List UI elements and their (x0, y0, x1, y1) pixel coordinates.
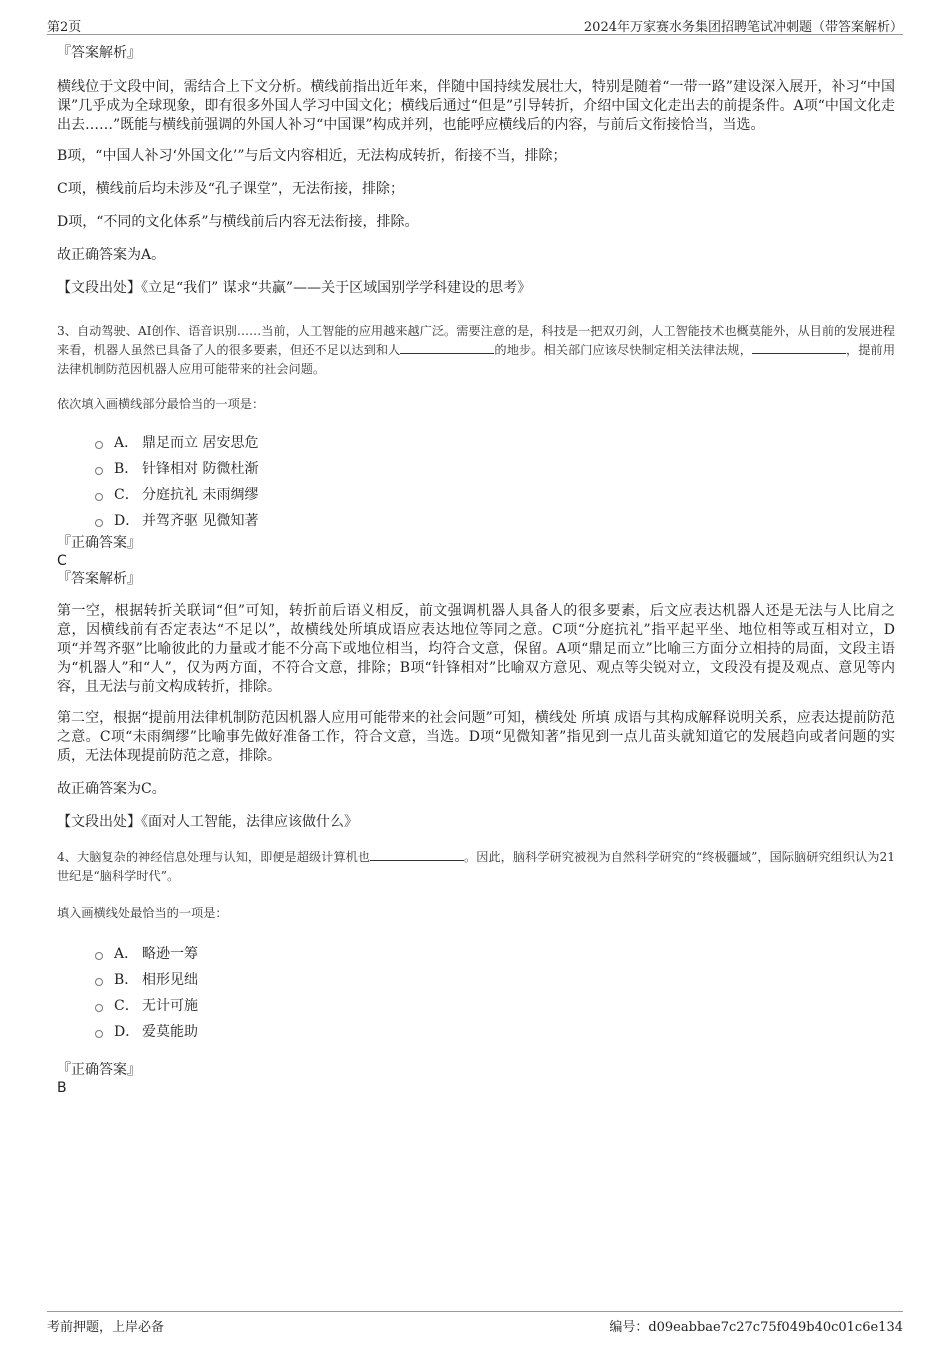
q3-option-c[interactable]: C． 分庭抗礼 未雨绸缪 (95, 482, 895, 508)
q3-correct-answer: C (57, 553, 67, 569)
q3-option-d[interactable]: D． 并驾齐驱 见微知著 (95, 508, 895, 534)
q3-option-b[interactable]: B． 针锋相对 防微杜渐 (95, 456, 895, 482)
q3-options (57, 430, 895, 534)
footer-slogan: 考前押题，上岸必备 (47, 1320, 165, 1335)
q4-correct-answer: B (57, 1080, 67, 1096)
correct-answer-label: 『正确答案』 (57, 535, 141, 551)
q2-analysis-paragraph-2: B项，“中国人补习‘外国文化’”与后文内容相近，无法构成转折，衔接不当，排除； (57, 148, 567, 164)
radio-icon[interactable] (95, 441, 103, 449)
q2-source: 【文段出处】《立足“我们” 谋求“共赢”——关于区域国别学学科建设的思考》 (57, 280, 532, 296)
blank-1 (400, 341, 494, 354)
radio-icon[interactable] (95, 493, 103, 501)
radio-icon[interactable] (95, 1030, 103, 1038)
q4-option-a[interactable]: A． 略逊一筹 (95, 941, 895, 967)
q2-analysis-paragraph-1: 横线位于文段中间，需结合上下文分析。横线前指出近年来，伴随中国持续发展壮大，特别是随着“一带一路”建设深入展开，补习“中国课”几乎成为全球现象，即有很多外国人学习中国文化；横线后通过“但是”引导转折，介绍中国文化走出去的前提条件。A项“中国文化走出去……”既能与横线前强调的外国人补习“中国课”构成并列，也能呼应横线后的内容，与前后文衔接恰当，当选。 (57, 79, 895, 133)
q3-analysis-paragraph-2: 第二空，根据“提前用法律机制防范因机器人应用可能带来的社会问题”可知，横线处 所填 成语与其构成解释说明关系，应表达提前防范之意。C项“未雨绸缪”比喻事先做好准备工作，符合文意，当选。D项“见微知著”指见到一点儿苗头就知道它的发展趋向或者问题的实质，无法体现提前防范之意，排除。 (57, 710, 895, 764)
blank-2 (752, 341, 846, 354)
q2-answer-statement: 故正确答案为A。 (57, 247, 166, 263)
blank-1 (370, 848, 464, 861)
page-number: 第2页 (47, 20, 82, 35)
q4-stem: 4、大脑复杂的神经信息处理与认知，即便是超级计算机也 。因此，脑科学研究被视为自然科学研究的“终极疆域”，国际脑研究组织认为21世纪是“脑科学时代”。 (57, 850, 895, 883)
q4-option-b[interactable]: B． 相形见绌 (95, 967, 895, 993)
page-content (57, 44, 895, 1097)
q3-prompt: 依次填入画横线部分最恰当的一项是： (57, 397, 265, 411)
radio-icon[interactable] (95, 519, 103, 527)
radio-icon[interactable] (95, 978, 103, 986)
q3-source: 【文段出处】《面对人工智能，法律应该做什么》 (57, 814, 358, 830)
analysis-label: 『答案解析』 (57, 571, 141, 587)
document-code: 编号：d09eabbae7c27c75f049b40c01c6e134 (609, 1320, 903, 1335)
radio-icon[interactable] (95, 952, 103, 960)
q3-stem: 3、自动驾驶、AI创作、语音识别……当前，人工智能的应用越来越广泛。需要注意的是，科技是一把双刃剑，人工智能技术也概莫能外，从目前的发展进程来看，机器人虽然已具备了人的很多要素，但还不足以达到和人 的地步。相关部门应该尽快制定相关法律法规， ，提前用法律机制防范因机器人应用可能带来的社会问题。 (57, 324, 896, 376)
q3-option-a[interactable]: A． 鼎足而立 居安思危 (95, 430, 895, 456)
q4-option-d[interactable]: D． 爱莫能助 (95, 1019, 895, 1045)
correct-answer-label: 『正确答案』 (57, 1062, 141, 1078)
radio-icon[interactable] (95, 467, 103, 475)
q2-analysis-paragraph-3: C项，横线前后均未涉及“孔子课堂”，无法衔接，排除； (57, 181, 405, 197)
document-title: 2024年万家赛水务集团招聘笔试冲刺题（带答案解析） (583, 20, 903, 35)
analysis-label: 『答案解析』 (57, 45, 141, 61)
q2-analysis-paragraph-4: D项，“不同的文化体系”与横线前后内容无法衔接，排除。 (57, 214, 419, 230)
q4-option-c[interactable]: C． 无计可施 (95, 993, 895, 1019)
page-footer (47, 1311, 903, 1334)
q4-options (57, 941, 895, 1045)
q3-answer-statement: 故正确答案为C。 (57, 781, 166, 797)
q3-analysis-paragraph-1: 第一空，根据转折关联词“但”可知，转折前后语义相反，前文强调机器人具备人的很多要素，后文应表达机器人还是无法与人比肩之意，因横线前有否定表达“不足以”，故横线处所填成语应表达地位等同之意。C项“分庭抗礼”指平起平坐、地位相等或互相对立，D项“并驾齐驱”比喻彼此的力量或才能不分高下或地位相当，均符合文意，保留。A项“鼎足而立”比喻三方面分立相持的局面，文段主语为“机器人”和“人”，仅为两方面，不符合文意，排除；B项“针锋相对”比喻双方意见、观点等尖锐对立，文段没有提及观点、意见等内容，且无法与前文构成转折，排除。 (57, 603, 895, 695)
q4-prompt: 填入画横线处最恰当的一项是： (57, 906, 228, 920)
radio-icon[interactable] (95, 1004, 103, 1012)
page-header (47, 14, 903, 35)
